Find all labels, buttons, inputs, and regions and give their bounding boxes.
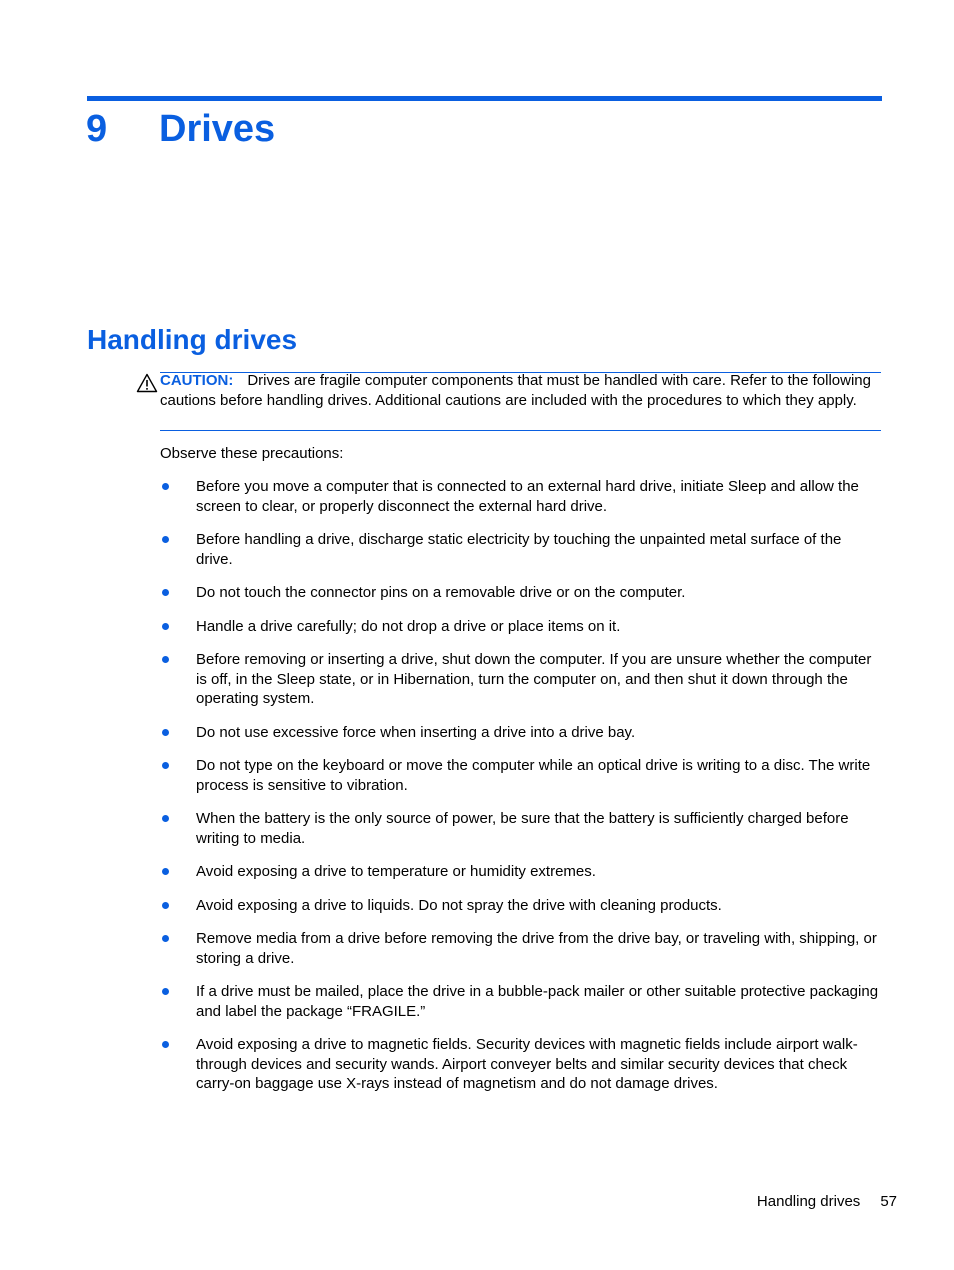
caution-body: Drives are fragile computer components that must be handled with care. Refer to the following cautions before handling drives. Additional cautions are included with the procedures to which they apply.: [160, 372, 871, 409]
precautions-list: [160, 477, 882, 1108]
bullet-dot-icon: [162, 483, 169, 490]
list-item: [160, 1035, 882, 1094]
page-footer: [757, 1192, 897, 1212]
bullet-dot-icon: [162, 656, 169, 663]
bullet-dot-icon: [162, 762, 169, 769]
list-item-text: Avoid exposing a drive to liquids. Do not spray the drive with cleaning products.: [196, 896, 722, 914]
caution-label: CAUTION:: [160, 372, 234, 389]
list-item-text: Before handling a drive, discharge static electricity by touching the unpainted metal surface of the drive.: [196, 531, 842, 568]
list-item: [160, 982, 882, 1021]
list-item-text: Before removing or inserting a drive, shut down the computer. If you are unsure whether the computer is off, in the Sleep state, or in Hibernation, turn the computer on, and then shut it down through the operating system.: [196, 651, 872, 707]
bullet-dot-icon: [162, 623, 169, 630]
list-item-text: Do not type on the keyboard or move the computer while an optical drive is writing to a disc. The write process is sensitive to vibration.: [196, 757, 871, 794]
chapter-rule: [87, 96, 882, 101]
list-item: [160, 723, 882, 743]
bullet-dot-icon: [162, 935, 169, 942]
warning-triangle-icon: [136, 373, 158, 393]
list-item-text: When the battery is the only source of power, be sure that the battery is sufficiently charged before writing to media.: [196, 810, 849, 847]
bullet-dot-icon: [162, 536, 169, 543]
bullet-dot-icon: [162, 988, 169, 995]
list-item-text: Avoid exposing a drive to temperature or humidity extremes.: [196, 863, 596, 880]
list-item-text: Remove media from a drive before removing the drive from the drive bay, or traveling with, shipping, or storing a drive.: [196, 930, 877, 967]
bullet-dot-icon: [162, 815, 169, 822]
caution-bottom-rule: [160, 430, 881, 431]
list-item: [160, 809, 882, 848]
bullet-dot-icon: [162, 1041, 169, 1048]
list-item-text: Before you move a computer that is connected to an external hard drive, initiate Sleep and allow the screen to clear, or properly disconnect the external hard drive.: [196, 478, 859, 515]
bullet-dot-icon: [162, 902, 169, 909]
bullet-dot-icon: [162, 729, 169, 736]
chapter-number: 9: [86, 108, 108, 150]
list-item: [160, 617, 882, 637]
list-item: [160, 896, 882, 916]
list-item: [160, 530, 882, 569]
page-number: 57: [880, 1193, 897, 1210]
footer-section-title: Handling drives: [756, 1193, 861, 1210]
list-item: [160, 862, 882, 882]
list-item: [160, 477, 882, 516]
section-title: Handling drives: [87, 324, 298, 355]
list-item: [160, 650, 882, 709]
list-item-text: Do not touch the connector pins on a removable drive or on the computer.: [196, 584, 686, 601]
caution-note: [160, 371, 881, 410]
list-item: [160, 756, 882, 795]
list-item-text: Handle a drive carefully; do not drop a drive or place items on it.: [196, 617, 621, 635]
list-item: [160, 929, 882, 968]
chapter-title: Drives: [159, 108, 276, 150]
intro-text: Observe these precautions:: [160, 445, 344, 462]
bullet-dot-icon: [162, 589, 169, 596]
list-item-text: If a drive must be mailed, place the drive in a bubble-pack mailer or other suitable protective packaging and label the package “FRAGILE.”: [196, 983, 879, 1020]
list-item-text: Do not use excessive force when inserting a drive into a drive bay.: [196, 723, 636, 741]
list-item-text: Avoid exposing a drive to magnetic fields. Security devices with magnetic fields include airport walk-through devices and security wands. Airport conveyer belts and similar security devices that check carry-on baggage use X-rays instead of magnetism and do not damage drives.: [196, 1036, 858, 1092]
list-item: [160, 583, 882, 603]
bullet-dot-icon: [162, 868, 169, 875]
